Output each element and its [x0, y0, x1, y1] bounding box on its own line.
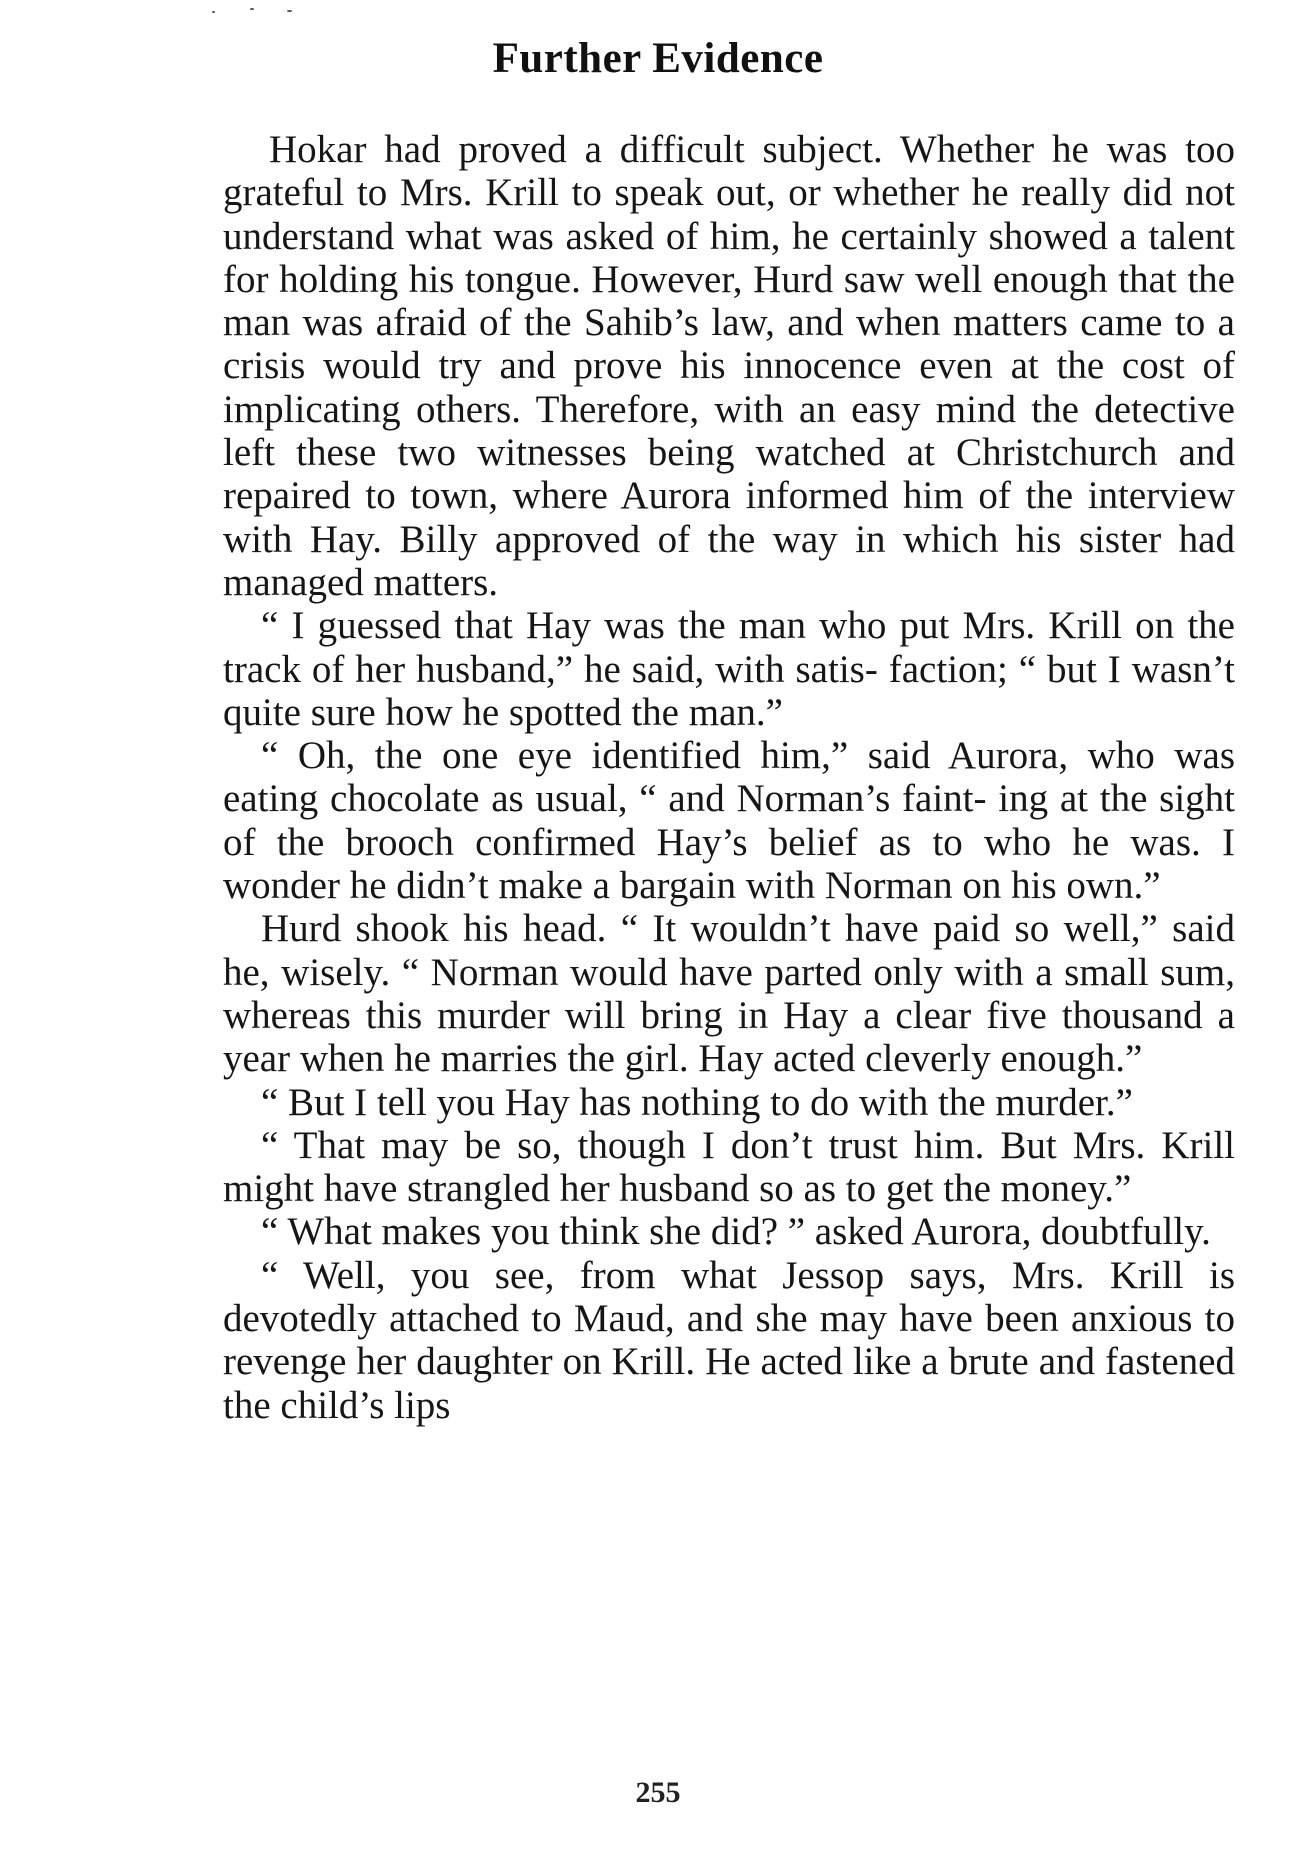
paragraph: Hokar had proved a difficult subject. Whether he was too grateful to Mrs. Krill to speak out, or whether he really did not understand what was asked of him, he certainly showed a talent for holding his tongue. However, Hurd saw well enough that the man was afraid of the Sahib’s law, and when matters came to a crisis would try and prove his innocence even at the cost of implicating others. Therefore, with an easy mind the detective left these two witnesses being watched at Christchurch and repaired to town, where Aurora informed him of the interview with Hay. Billy approved of the way in which his sister had managed matters.	[223, 128, 1235, 604]
paragraph: “ What makes you think she did? ” asked Aurora, doubtfully.	[261, 1210, 1211, 1254]
running-head: Further Evidence	[492, 35, 824, 82]
paragraph: “ Oh, the one eye identified him,” said Aurora, who was eating chocolate as usual, “ and Norman’s faint- ing at the sight of the brooch confirmed Hay’s belief as to who he was. I wonder he didn’t make a bargain with Norman on his own.”	[223, 734, 1235, 908]
ink-speck	[250, 8, 254, 10]
ink-speck	[212, 11, 215, 13]
paragraph: “ That may be so, though I don’t trust him. But Mrs. Krill might have strangled her husband so as to get the money.”	[223, 1123, 1235, 1211]
ink-speck	[287, 10, 292, 12]
page-number: 255	[635, 1776, 681, 1809]
paragraph: “ Well, you see, from what Jessop says, Mrs. Krill is devotedly attached to Maud, and she may have been anxious to revenge her daughter on Krill. He acted like a brute and fastened the child’s lips	[223, 1253, 1235, 1427]
paragraph: “ But I tell you Hay has nothing to do with the murder.”	[261, 1080, 1133, 1124]
paragraph: “ I guessed that Hay was the man who put Mrs. Krill on the track of her husband,” he said, with satis- faction; “ but I wasn’t quite sure how he spotted the man.”	[223, 604, 1235, 734]
paragraph: Hurd shook his head. “ It wouldn’t have paid so well,” said he, wisely. “ Norman would have parted only with a small sum, whereas this murder will bring in Hay a clear five thousand a year when he marries the girl. Hay acted cleverly enough.”	[223, 907, 1235, 1081]
body-text	[223, 128, 1235, 1427]
